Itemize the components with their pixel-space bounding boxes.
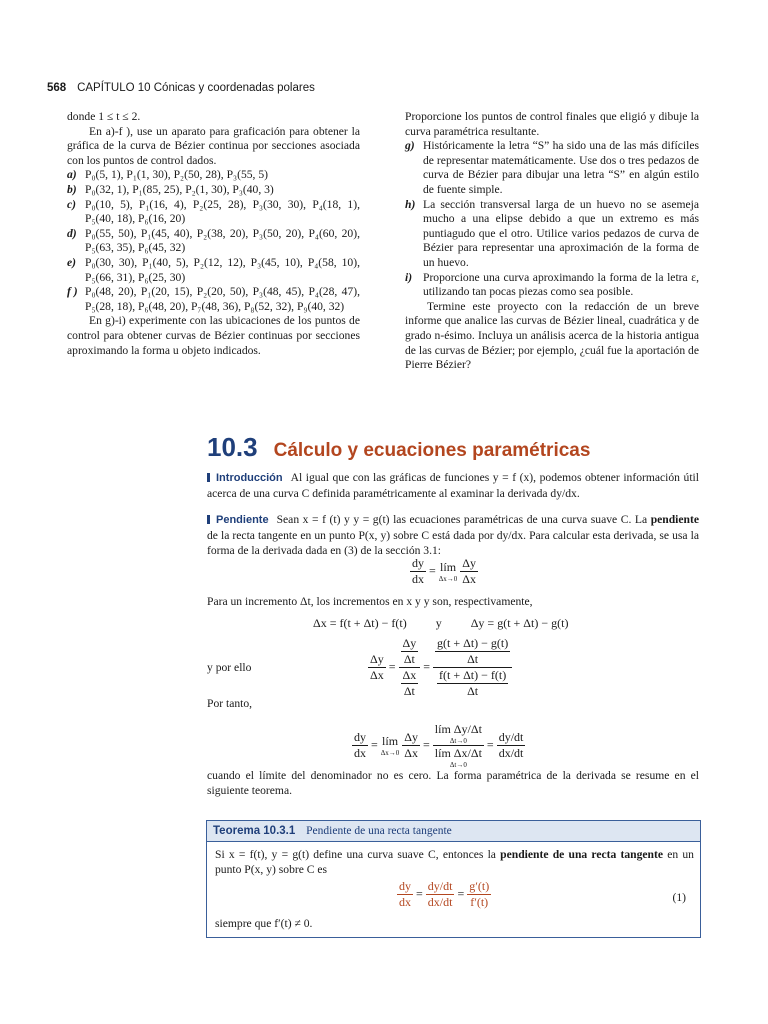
intro-line: donde 1 ≤ t ≤ 2. [67,110,141,123]
eq-den: lím Δx/Δt [434,746,482,760]
run-in-heading: Introducción [216,472,283,484]
item-label: d) [67,226,77,240]
equation-derivative-def [410,556,478,587]
instruction: En a)-f ), use un aparato para graficación para obtener la gráfica de la curva de Bézier continua por secciones asociada con los puntos de control dados. [67,124,360,167]
eq-dx: Δx = f(t + Δt) − f(t) [313,616,407,630]
equation-parametric-derivative [352,722,525,769]
item-text: La sección transversal larga de un huevo no se asemeja mucho a una elipse debido a que un extremo es más puntiagudo que el otro. Utilice varios pedazos de curva de Bézier para representar una aproximación de la forma de un huevo. [423,197,699,269]
closing-text: Termine este proyecto con la redacción de un breve informe que analice las curvas de Bézier lineal, cuadrática y de grado n-ésimo. Incluya un análisis acerca de la historia antigua de las curvas de Bézier; por ejemplo, ¿cuál fue la aportación de Pierre Bézier? [405,299,699,372]
eq-num: lím Δy/Δt [434,722,482,736]
y-por-ello: y por ello [207,661,252,674]
eq-den: f′(t) [470,895,489,909]
bullet-marker [207,515,210,524]
eq-sign: = [429,563,436,578]
eq-sign: = [423,659,430,674]
lim-sub: Δt→0 [449,737,467,745]
eq-den: Δx [462,572,477,586]
eq-den: dx [354,746,366,760]
bullet-marker [207,473,210,482]
item-label: g) [405,139,415,153]
eq-num: g′(t) [469,879,490,893]
section-title: Cálculo y ecuaciones paramétricas [273,440,591,461]
equation-number: (1) [672,891,686,904]
eq-den: dx/dt [498,746,524,760]
eq-den: dx [412,572,424,586]
theorem-label: Teorema 10.3.1 [213,825,296,837]
item-label: c) [67,197,77,211]
lim-sub: Δt→0 [449,761,467,769]
list-item [67,168,360,183]
eq-den: Δt [467,652,479,666]
section-heading [207,432,590,463]
eq-den: Δx [404,746,419,760]
eq-sign: = [423,737,430,752]
theorem-box [206,820,701,938]
right-column [405,110,699,373]
theorem-equation [397,879,491,910]
slope-text: Sean x = f (t) y y = g(t) las ecuaciones paramétricas de una curva suave C. La [276,513,651,526]
eq-den: Δt [467,684,479,698]
eq-num: dy [354,730,366,744]
section-number: 10.3 [207,432,258,462]
theorem-name: Pendiente de una recta tangente [306,825,452,837]
theorem-text: Si x = f(t), y = g(t) define una curva suave C, entonces la [215,848,501,861]
lim-sub: Δx→0 [380,749,400,757]
slope-text: de la recta tangente en un punto P(x, y) sobre C está dada por dy/dx. Para calcular esta derivada, se usa la forma de la derivada dada en (3) de la sección 3.1: [207,529,699,557]
list-item [405,139,699,197]
list-item [67,256,360,285]
item-text: Proporcione una curva aproximando la forma de la letra ε, utilizando tan pocas piezas como sea posible. [423,270,699,299]
eq-num: Δy [370,652,384,666]
eq-num: dy/dt [427,879,453,893]
item-label: a) [67,168,77,182]
lim-word: lím [440,560,457,574]
item-label: i) [405,270,413,284]
equation-increments [313,616,613,631]
eq-num: Δy [404,730,419,744]
eq-num: Δy [462,556,477,570]
eq-num: Δy [402,636,417,650]
item-text: P₀(32, 1), P₁(85, 25), P₂(1, 30), P₃(40, 3) [85,182,274,196]
eq-sign: = [486,737,494,752]
theorem-text: en un punto P(x, y) sobre C es [215,848,694,876]
item-label: e) [67,255,77,269]
after-text: cuando el límite del denominador no es cero. La forma paramétrica de la derivada se resume en el siguiente teorema. [207,769,699,797]
lead-text: Proporcione los puntos de control finales que eligió y dibuje la curva paramétrica resultante. [405,110,699,138]
list-item [67,227,360,256]
lim-word: lím [382,734,399,748]
eq-den: dx [399,895,411,909]
intro-paragraph [207,470,699,501]
theorem-statement [207,842,700,877]
eq-num: g(t + Δt) − g(t) [437,636,509,650]
equation-ratio [368,636,512,699]
eq-den: dx/dt [427,895,453,909]
eq-num: Δx [402,668,417,682]
list-item [67,198,360,227]
increment-text: Para un incremento Δt, los incrementos en x y y son, respectivamente, [207,595,533,608]
eq-num: dy [399,879,411,893]
eq-conj: y [435,616,442,630]
eq-num: dy/dt [498,730,524,744]
item-label: h) [405,197,416,211]
item-text: P₀(48, 20), P₁(20, 15), P₂(20, 50), P₃(48, 45), P₄(28, 47), P₅(28, 18), P₆(48, 20), P₇(48, 36), P₈(52, 32), P₉(40, 32) [85,285,360,313]
page-number: 568 [47,82,67,94]
theorem-condition: siempre que f′(t) ≠ 0. [215,917,313,930]
eq-num: dy [412,556,424,570]
eq-den: Δx [370,668,384,682]
bold-term: pendiente [650,513,699,526]
eq-sign: = [371,737,378,752]
eq-sign: = [457,886,465,901]
item-label: f ) [67,285,78,299]
item-text: P₀(55, 50), P₁(45, 40), P₂(38, 20), P₃(50, 20), P₄(60, 20), P₅(63, 35), P₆(45, 32) [85,226,360,255]
theorem-header [207,821,700,842]
eq-num: f(t + Δt) − f(t) [439,668,507,682]
list-item [405,271,699,300]
por-tanto: Por tanto, [207,697,253,710]
item-text: P₀(10, 5), P₁(16, 4), P₂(25, 28), P₃(30, 30), P₄(18, 1), P₅(40, 18), P₆(16, 20) [85,197,360,226]
bold-term: pendiente de una recta tangente [500,848,664,861]
running-header [47,82,315,94]
list-item [67,183,360,198]
left-column [67,110,360,358]
list-item [67,285,360,314]
item-text: P₀(30, 30), P₁(40, 5), P₂(12, 12), P₃(45, 10), P₄(58, 10), P₅(66, 31), P₆(25, 30) [85,255,360,284]
run-in-heading: Pendiente [216,514,269,526]
lim-sub: Δx→0 [438,575,458,583]
eq-sign: = [388,659,396,674]
closing-text: En g)-i) experimente con las ubicaciones de los puntos de control para obtener curvas de Bézier continuas por secciones aproximando la forma u objeto indicados. [67,314,360,357]
eq-sign: = [416,886,423,901]
item-text: Históricamente la letra “S” ha sido una de las más difíciles de representar matemáticamente. Use dos o tres pedazos de curva de Bézier para dibujar una letra “S” en algún estilo de fuente simple. [423,139,699,196]
eq-dy: Δy = g(t + Δt) − g(t) [470,616,569,630]
list-item [405,198,699,271]
intro-text: Al igual que con las gráficas de funciones y = f (x), podemos obtener información útil acerca de una curva C definida paramétricamente al examinar la derivada dy/dx. [207,471,699,500]
eq-den: Δt [403,684,415,698]
slope-paragraph [207,512,699,558]
item-text: P₀(5, 1), P₁(1, 30), P₂(50, 28), P₃(55, 5) [85,168,268,182]
chapter-title: CAPÍTULO 10 Cónicas y coordenadas polares [77,82,315,94]
item-label: b) [67,182,77,196]
eq-den: Δt [403,652,415,666]
